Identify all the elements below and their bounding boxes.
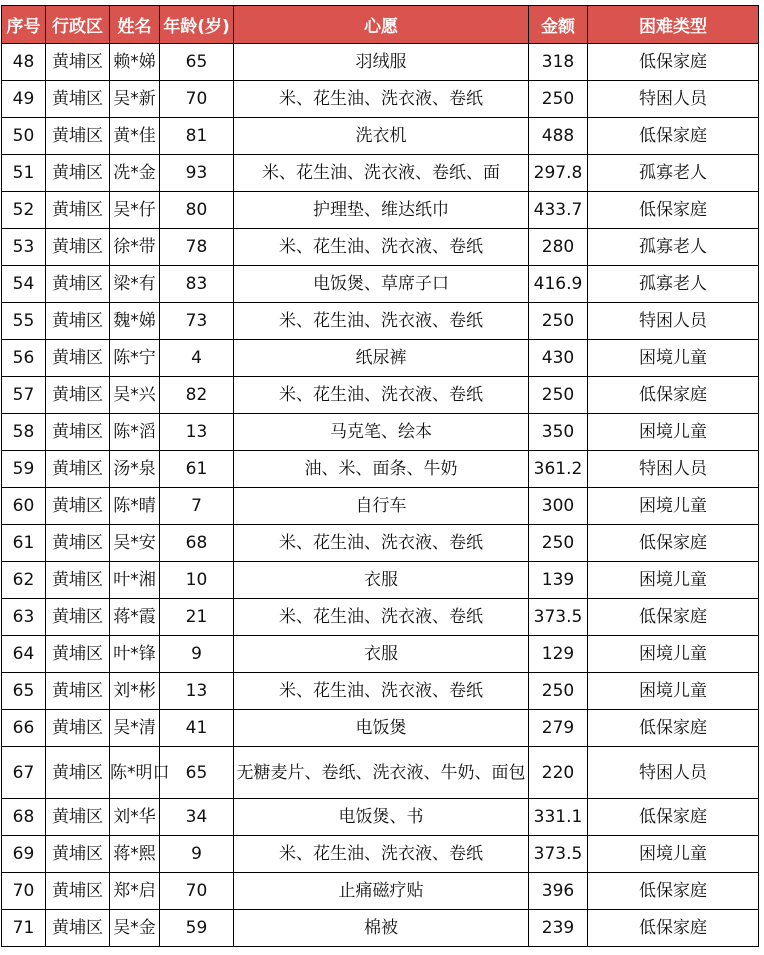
cell-amount: 279: [529, 710, 588, 747]
cell-index: 60: [2, 488, 46, 525]
cell-index: 69: [2, 836, 46, 873]
cell-hardship-type: 低保家庭: [588, 799, 759, 836]
cell-wish: 无糖麦片、卷纸、洗衣液、牛奶、面包: [234, 747, 529, 799]
cell-age: 59: [160, 910, 234, 947]
cell-hardship-type: 困境儿童: [588, 636, 759, 673]
cell-hardship-type: 孤寡老人: [588, 266, 759, 303]
cell-wish: 米、花生油、洗衣液、卷纸: [234, 836, 529, 873]
cell-name: 吴*清: [110, 710, 160, 747]
cell-index: 49: [2, 81, 46, 118]
wish-list-table-container: [1, 5, 758, 947]
cell-wish: 自行车: [234, 488, 529, 525]
table-row: [2, 636, 759, 673]
cell-amount: 318: [529, 44, 588, 81]
table-row: [2, 155, 759, 192]
cell-index: 67: [2, 747, 46, 799]
cell-district: 黄埔区: [46, 710, 110, 747]
cell-amount: 250: [529, 377, 588, 414]
cell-age: 78: [160, 229, 234, 266]
cell-age: 93: [160, 155, 234, 192]
cell-wish: 衣服: [234, 562, 529, 599]
cell-amount: 373.5: [529, 599, 588, 636]
cell-district: 黄埔区: [46, 451, 110, 488]
cell-district: 黄埔区: [46, 155, 110, 192]
cell-index: 64: [2, 636, 46, 673]
cell-amount: 488: [529, 118, 588, 155]
cell-hardship-type: 低保家庭: [588, 192, 759, 229]
table-row: [2, 525, 759, 562]
cell-district: 黄埔区: [46, 673, 110, 710]
cell-age: 73: [160, 303, 234, 340]
cell-age: 13: [160, 673, 234, 710]
cell-age: 13: [160, 414, 234, 451]
table-row: [2, 229, 759, 266]
cell-name: 刘*彬: [110, 673, 160, 710]
header-cell-name: 姓名: [110, 6, 160, 44]
cell-hardship-type: 困境儿童: [588, 340, 759, 377]
cell-hardship-type: 孤寡老人: [588, 229, 759, 266]
cell-district: 黄埔区: [46, 562, 110, 599]
table-row: [2, 81, 759, 118]
cell-amount: 396: [529, 873, 588, 910]
table-row: [2, 599, 759, 636]
cell-age: 41: [160, 710, 234, 747]
cell-amount: 433.7: [529, 192, 588, 229]
cell-wish: 米、花生油、洗衣液、卷纸、面: [234, 155, 529, 192]
cell-age: 65: [160, 44, 234, 81]
cell-amount: 250: [529, 525, 588, 562]
cell-district: 黄埔区: [46, 340, 110, 377]
cell-name: 黄*佳: [110, 118, 160, 155]
cell-index: 62: [2, 562, 46, 599]
cell-age: 10: [160, 562, 234, 599]
cell-hardship-type: 困境儿童: [588, 673, 759, 710]
table-row: [2, 836, 759, 873]
cell-district: 黄埔区: [46, 525, 110, 562]
table-row: [2, 562, 759, 599]
cell-hardship-type: 困境儿童: [588, 414, 759, 451]
cell-age: 9: [160, 636, 234, 673]
cell-amount: 250: [529, 81, 588, 118]
cell-amount: 373.5: [529, 836, 588, 873]
cell-name: 吴*兴: [110, 377, 160, 414]
cell-name: 梁*有: [110, 266, 160, 303]
cell-index: 54: [2, 266, 46, 303]
cell-age: 65: [160, 747, 234, 799]
cell-hardship-type: 困境儿童: [588, 836, 759, 873]
cell-name: 吴*金: [110, 910, 160, 947]
cell-hardship-type: 特困人员: [588, 303, 759, 340]
cell-hardship-type: 特困人员: [588, 451, 759, 488]
cell-hardship-type: 低保家庭: [588, 873, 759, 910]
cell-age: 70: [160, 873, 234, 910]
cell-index: 53: [2, 229, 46, 266]
cell-amount: 280: [529, 229, 588, 266]
cell-index: 55: [2, 303, 46, 340]
cell-amount: 250: [529, 303, 588, 340]
cell-district: 黄埔区: [46, 414, 110, 451]
cell-hardship-type: 困境儿童: [588, 488, 759, 525]
cell-amount: 297.8: [529, 155, 588, 192]
cell-district: 黄埔区: [46, 836, 110, 873]
cell-wish: 米、花生油、洗衣液、卷纸: [234, 599, 529, 636]
cell-wish: 衣服: [234, 636, 529, 673]
cell-index: 63: [2, 599, 46, 636]
cell-district: 黄埔区: [46, 910, 110, 947]
table-row: [2, 414, 759, 451]
cell-wish: 护理垫、维达纸巾: [234, 192, 529, 229]
cell-district: 黄埔区: [46, 192, 110, 229]
cell-age: 82: [160, 377, 234, 414]
cell-district: 黄埔区: [46, 599, 110, 636]
cell-amount: 430: [529, 340, 588, 377]
header-cell-hardship-type: 困难类型: [588, 6, 759, 44]
table-row: [2, 192, 759, 229]
cell-name: 叶*锋: [110, 636, 160, 673]
cell-index: 51: [2, 155, 46, 192]
cell-district: 黄埔区: [46, 377, 110, 414]
cell-wish: 棉被: [234, 910, 529, 947]
cell-hardship-type: 低保家庭: [588, 44, 759, 81]
header-row: [2, 6, 759, 44]
cell-index: 59: [2, 451, 46, 488]
cell-wish: 电饭煲: [234, 710, 529, 747]
cell-district: 黄埔区: [46, 873, 110, 910]
cell-wish: 米、花生油、洗衣液、卷纸: [234, 377, 529, 414]
cell-name: 郑*启: [110, 873, 160, 910]
cell-age: 34: [160, 799, 234, 836]
cell-amount: 250: [529, 673, 588, 710]
cell-hardship-type: 孤寡老人: [588, 155, 759, 192]
cell-name: 蒋*熙: [110, 836, 160, 873]
cell-index: 48: [2, 44, 46, 81]
cell-name: 陈*晴: [110, 488, 160, 525]
table-row: [2, 44, 759, 81]
cell-hardship-type: 低保家庭: [588, 910, 759, 947]
table-row: [2, 451, 759, 488]
cell-hardship-type: 低保家庭: [588, 599, 759, 636]
table-row: [2, 266, 759, 303]
cell-hardship-type: 低保家庭: [588, 377, 759, 414]
cell-district: 黄埔区: [46, 303, 110, 340]
cell-amount: 300: [529, 488, 588, 525]
cell-wish: 纸尿裤: [234, 340, 529, 377]
cell-wish: 米、花生油、洗衣液、卷纸: [234, 229, 529, 266]
cell-amount: 239: [529, 910, 588, 947]
cell-name: 吴*仔: [110, 192, 160, 229]
cell-name: 刘*华: [110, 799, 160, 836]
cell-wish: 米、花生油、洗衣液、卷纸: [234, 525, 529, 562]
cell-name: 冼*金: [110, 155, 160, 192]
table-row: [2, 340, 759, 377]
cell-wish: 洗衣机: [234, 118, 529, 155]
cell-index: 52: [2, 192, 46, 229]
cell-amount: 350: [529, 414, 588, 451]
cell-district: 黄埔区: [46, 266, 110, 303]
cell-wish: 电饭煲、草席子口: [234, 266, 529, 303]
table-row: [2, 873, 759, 910]
cell-district: 黄埔区: [46, 488, 110, 525]
cell-age: 4: [160, 340, 234, 377]
cell-index: 65: [2, 673, 46, 710]
cell-wish: 米、花生油、洗衣液、卷纸: [234, 81, 529, 118]
cell-age: 81: [160, 118, 234, 155]
cell-amount: 220: [529, 747, 588, 799]
cell-index: 70: [2, 873, 46, 910]
header-cell-amount: 金额: [529, 6, 588, 44]
cell-wish: 米、花生油、洗衣液、卷纸: [234, 673, 529, 710]
cell-amount: 361.2: [529, 451, 588, 488]
cell-district: 黄埔区: [46, 747, 110, 799]
cell-name: 吴*安: [110, 525, 160, 562]
cell-wish: 米、花生油、洗衣液、卷纸: [234, 303, 529, 340]
cell-hardship-type: 困境儿童: [588, 562, 759, 599]
cell-name: 魏*娣: [110, 303, 160, 340]
cell-index: 61: [2, 525, 46, 562]
cell-district: 黄埔区: [46, 229, 110, 266]
cell-age: 68: [160, 525, 234, 562]
table-row: [2, 488, 759, 525]
table-row: [2, 910, 759, 947]
cell-district: 黄埔区: [46, 118, 110, 155]
cell-wish: 电饭煲、书: [234, 799, 529, 836]
table-row: [2, 377, 759, 414]
table-row: [2, 673, 759, 710]
cell-hardship-type: 低保家庭: [588, 118, 759, 155]
cell-name: 汤*泉: [110, 451, 160, 488]
cell-hardship-type: 低保家庭: [588, 710, 759, 747]
cell-name: 陈*宁: [110, 340, 160, 377]
cell-index: 68: [2, 799, 46, 836]
cell-amount: 139: [529, 562, 588, 599]
cell-amount: 416.9: [529, 266, 588, 303]
table-body: [2, 44, 759, 947]
table-row: [2, 799, 759, 836]
cell-name: 吴*新: [110, 81, 160, 118]
cell-age: 70: [160, 81, 234, 118]
cell-age: 80: [160, 192, 234, 229]
cell-district: 黄埔区: [46, 636, 110, 673]
cell-wish: 油、米、面条、牛奶: [234, 451, 529, 488]
cell-index: 58: [2, 414, 46, 451]
cell-age: 21: [160, 599, 234, 636]
table-row: [2, 710, 759, 747]
cell-index: 57: [2, 377, 46, 414]
table-row: [2, 303, 759, 340]
header-cell-age: 年龄(岁): [160, 6, 234, 44]
cell-name: 蒋*霞: [110, 599, 160, 636]
cell-hardship-type: 特困人员: [588, 81, 759, 118]
wish-list-table: [1, 5, 759, 947]
cell-amount: 129: [529, 636, 588, 673]
cell-name: 赖*娣: [110, 44, 160, 81]
cell-name: 陈*滔: [110, 414, 160, 451]
cell-amount: 331.1: [529, 799, 588, 836]
cell-age: 7: [160, 488, 234, 525]
cell-age: 9: [160, 836, 234, 873]
cell-hardship-type: 低保家庭: [588, 525, 759, 562]
cell-hardship-type: 特困人员: [588, 747, 759, 799]
cell-age: 61: [160, 451, 234, 488]
header-cell-wish: 心愿: [234, 6, 529, 44]
cell-name: 徐*带: [110, 229, 160, 266]
table-row: [2, 118, 759, 155]
cell-index: 71: [2, 910, 46, 947]
cell-age: 83: [160, 266, 234, 303]
cell-index: 66: [2, 710, 46, 747]
cell-district: 黄埔区: [46, 799, 110, 836]
header-cell-index: 序号: [2, 6, 46, 44]
cell-name: 陈*明口: [110, 747, 160, 799]
cell-name: 叶*湘: [110, 562, 160, 599]
cell-wish: 羽绒服: [234, 44, 529, 81]
header-cell-district: 行政区: [46, 6, 110, 44]
cell-index: 50: [2, 118, 46, 155]
cell-district: 黄埔区: [46, 81, 110, 118]
cell-index: 56: [2, 340, 46, 377]
cell-wish: 止痛磁疗贴: [234, 873, 529, 910]
table-row: [2, 747, 759, 799]
cell-district: 黄埔区: [46, 44, 110, 81]
cell-wish: 马克笔、绘本: [234, 414, 529, 451]
